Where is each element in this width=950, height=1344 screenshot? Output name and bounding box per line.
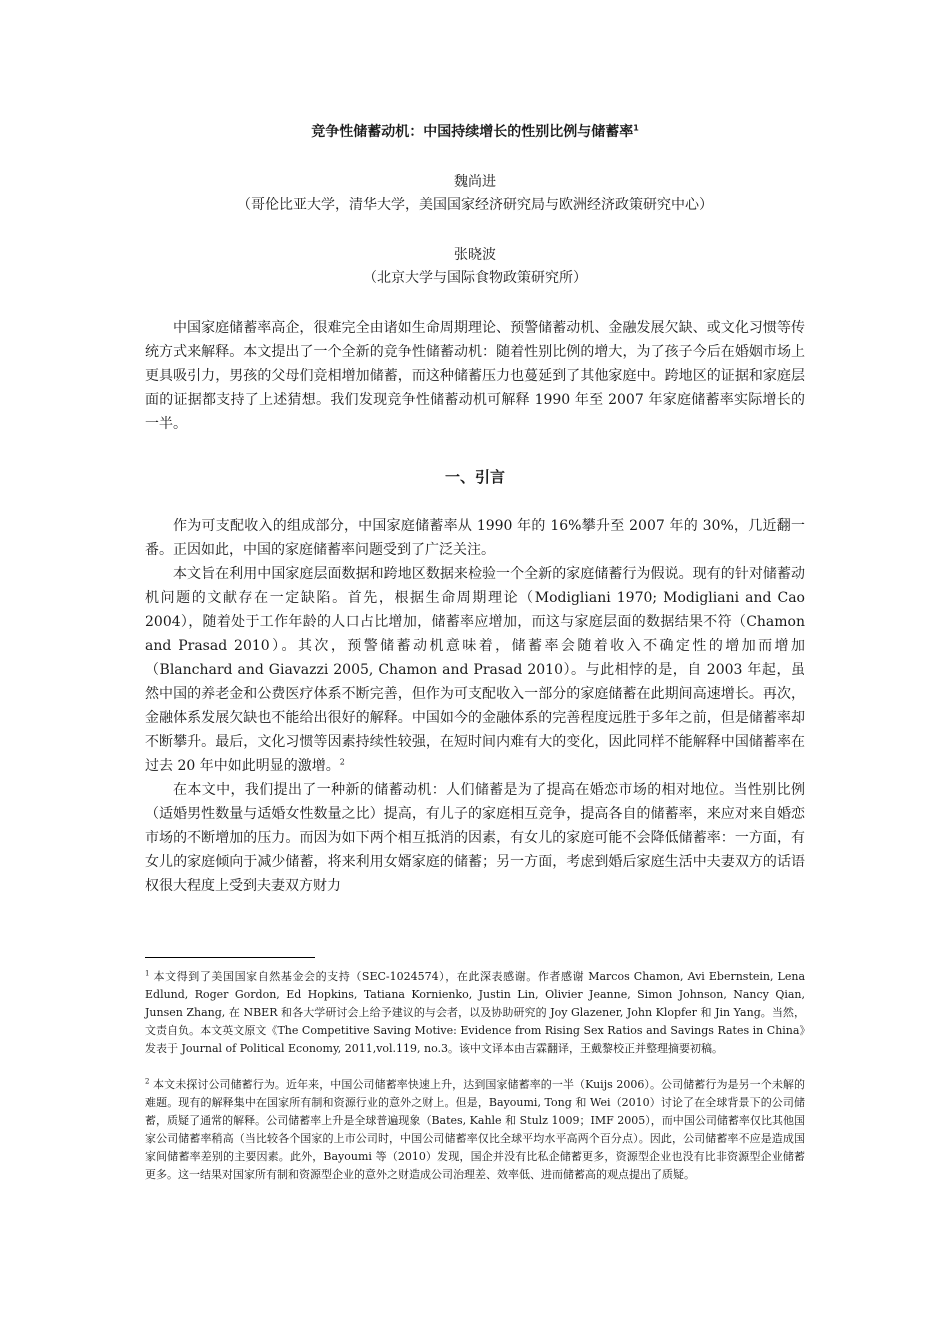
footnote-2-ref: 2 [339, 757, 345, 767]
footnote-2-text: 本文未探讨公司储蓄行为。近年来，中国公司储蓄率快速上升，达到国家储蓄率的一半（Kuijs 2006）。公司储蓄行为是另一个未解的难题。现有的解释集中在国家所有制和资源行业的意外之财上。但是，Bayoumi, Tong 和 Wei（2010）讨论了在全球背景下的公司储蓄，质疑了通常的解释。公司储蓄率上升是全球普遍现象（Bates, Kahle 和 Stulz 1009；IMF 2005），而中国公司储蓄率仅比其他国家公司储蓄率稍高（当比较各个国家的上市公司时，中国公司储蓄率仅比全球平均水平高两个百分点）。因此，公司储蓄率不应是造成国家间储蓄率差别的主要因素。此外，Bayoumi 等（2010）发现，国企并没有比私企储蓄更多，资源型企业也没有比非资源型企业储蓄更多。这一结果对国家所有制和资源型企业的意外之财造成公司治理差、效率低、进而储蓄高的观点提出了质疑。 [145, 1078, 805, 1181]
footnote-2-mark: 2 [145, 1077, 150, 1086]
paper-title [145, 121, 805, 141]
footnote-separator [145, 957, 315, 958]
footnote-1-text: 本文得到了美国国家自然基金会的支持（SEC-1024574），在此深表感谢。作者感谢 Marcos Chamon, Avi Ebernstein, Lena Edlund, Roger Gordon, Ed Hopkins, Tatiana Kornienko, Justin Lin, Olivier Jeanne, Simon Johnson, Nancy Qian, Junsen Zhang, 在 NBER 和各大学研讨会上给予建议的与会者，以及协助研究的 Joy Glazener, John Klopfer 和 Jin Yang。当然，文责自负。本文英文原文《The Competitive Saving Motive: Evidence from Rising Sex Ratios and Savings Rates in China》发表于 Journal of Political Economy, 2011,vol.119, no.3。该中文译本由吉霖翻译，王戴黎校正并整理摘要初稿。 [145, 970, 806, 1055]
paragraph-2 [145, 562, 805, 778]
paragraph-2-text: 本文旨在利用中国家庭层面数据和跨地区数据来检验一个全新的家庭储蓄行为假说。现有的针对储蓄动机问题的文献存在一定缺陷。首先，根据生命周期理论（Modigliani 1970; Modigliani and Cao 2004），随着处于工作年龄的人口占比增加，储蓄率应增加，而这与家庭层面的数据结果不符（Chamon and Prasad 2010）。其次，预警储蓄动机意味着，储蓄率会随着收入不确定性的增加而增加（Blanchard and Giavazzi 2005, Chamon and Prasad 2010）。与此相悖的是，自 2003 年起，虽然中国的养老金和公费医疗体系不断完善，但作为可支配收入一部分的家庭储蓄在此期间高速增长。再次，金融体系发展欠缺也不能给出很好的解释。中国如今的金融体系的完善程度远胜于多年之前，但是储蓄率却不断攀升。最后，文化习惯等因素持续性较强，在短时间内难有大的变化，因此同样不能解释中国储蓄率在过去 20 年中如此明显的激增。 [145, 566, 805, 774]
footnote-2 [145, 1076, 805, 1184]
body-text [145, 514, 805, 898]
title-footnote-mark: 1 [633, 123, 639, 133]
section-heading: 一、引言 [444, 468, 505, 486]
paragraph-1: 作为可支配收入的组成部分，中国家庭储蓄率从 1990 年的 16%攀升至 2007 年的 30%，几近翻一番。正因如此，中国的家庭储蓄率问题受到了广泛关注。 [145, 518, 805, 558]
title-text: 竞争性储蓄动机：中国持续增长的性别比例与储蓄率 [311, 124, 634, 140]
author-1-affiliation: （哥伦比亚大学，清华大学，美国国家经济研究局与欧洲经济政策研究中心） [237, 197, 713, 213]
author-2-affiliation: （北京大学与国际食物政策研究所） [363, 270, 587, 286]
footnote-1 [145, 968, 805, 1058]
author-2-name: 张晓波 [454, 247, 496, 263]
footnote-1-mark: 1 [145, 969, 150, 978]
abstract: 中国家庭储蓄率高企，很难完全由诸如生命周期理论、预警储蓄动机、金融发展欠缺、或文化习惯等传统方式来解释。本文提出了一个全新的竞争性储蓄动机：随着性别比例的增大，为了孩子今后在婚姻市场上更具吸引力，男孩的父母们竞相增加储蓄，而这种储蓄压力也蔓延到了其他家庭中。跨地区的证据和家庭层面的证据都支持了上述猜想。我们发现竞争性储蓄动机可解释 1990 年至 2007 年家庭储蓄率实际增长的一半。 [145, 320, 805, 432]
author-1-name: 魏尚进 [454, 174, 496, 190]
paragraph-3: 在本文中，我们提出了一种新的储蓄动机：人们储蓄是为了提高在婚恋市场的相对地位。当性别比例（适婚男性数量与适婚女性数量之比）提高，有儿子的家庭相互竞争，提高各自的储蓄率，来应对来自婚恋市场的不断增加的压力。而因为如下两个相互抵消的因素，有女儿的家庭可能不会降低储蓄率：一方面，有女儿的家庭倾向于减少储蓄，将来利用女婿家庭的储蓄；另一方面，考虑到婚后家庭生活中夫妻双方的话语权很大程度上受到夫妻双方财力 [145, 782, 805, 894]
